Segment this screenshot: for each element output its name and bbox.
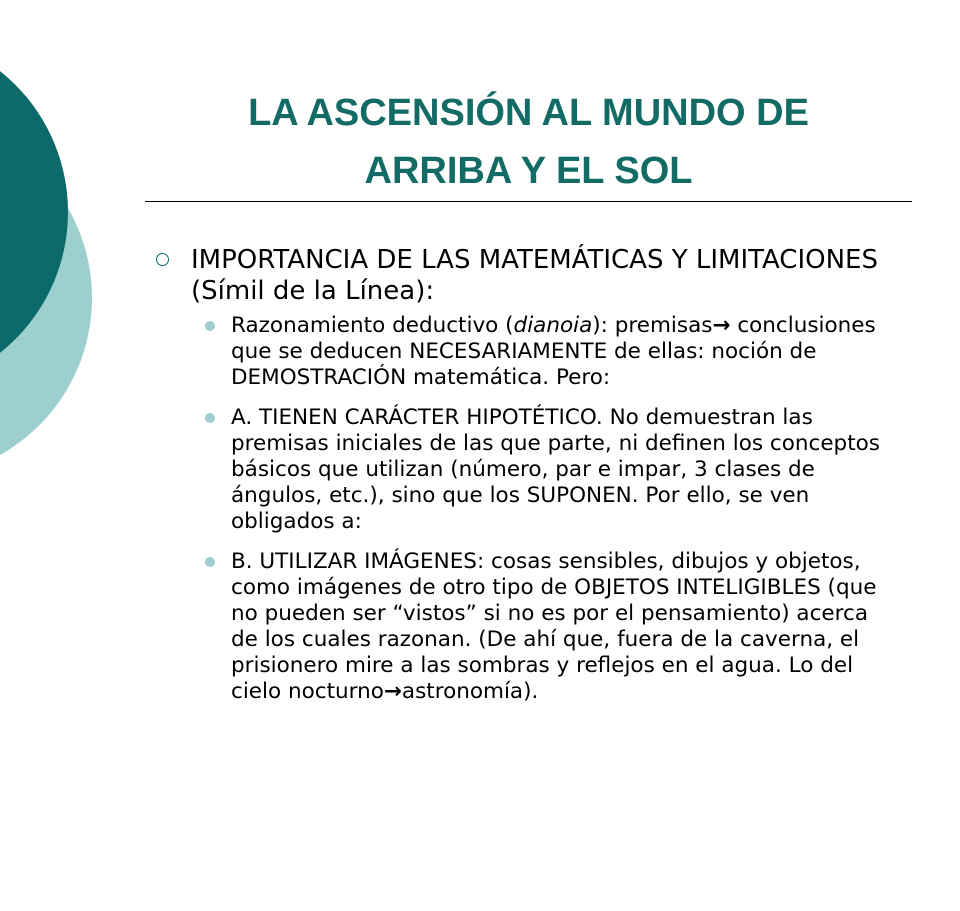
right-arrow-icon: → [712, 313, 731, 338]
decorative-circles [0, 0, 120, 911]
title-line-1: LA ASCENSIÓN AL MUNDO DE [248, 92, 809, 134]
title-line-2: ARRIBA Y EL SOL [364, 150, 693, 192]
sub-point-2 [205, 405, 901, 535]
sub-point-1 [205, 313, 901, 391]
sub-point-3-text-b: astronomía). [401, 679, 539, 704]
slide-title [145, 84, 912, 200]
title-divider [145, 201, 912, 202]
hollow-circle-bullet-icon [156, 253, 169, 266]
main-point-text: IMPORTANCIA DE LAS MATEMÁTICAS Y LIMITACIONES (Símil de la Línea): [191, 245, 878, 306]
sub-point-2-text: A. TIENEN CARÁCTER HIPOTÉTICO. No demuestran las premisas iniciales de las que parte, ni definen los conceptos básicos que utilizan (número, par e impar, 3 clases de ángulos, etc.), sino que los SUPONEN. Por ello, se ven obligados a: [231, 405, 880, 534]
sub-point-1-text-c: conclusiones que se deducen NECESARIAMENTE de ellas: noción de DEMOSTRACIÓN matemática. Pero: [231, 313, 876, 390]
sub-point-1-emphasis: dianoia [513, 313, 593, 338]
dot-bullet-icon [205, 321, 215, 331]
sub-point-list [156, 313, 901, 705]
right-arrow-icon: → [383, 679, 402, 704]
sub-point-1-text-a: Razonamiento deductivo ( [231, 313, 514, 338]
main-point [156, 245, 901, 307]
dot-bullet-icon [205, 413, 215, 423]
sub-point-1-text-b: ): premisas [592, 313, 713, 338]
sub-point-3-text-a: B. UTILIZAR IMÁGENES: cosas sensibles, dibujos y objetos, como imágenes de otro tipo de OBJETOS INTELIGIBLES (que no pueden ser “vistos” si no es por el pensamiento) acerca de los cuales razonan. (De ahí que, fuera de la caverna, el prisionero mire a las sombras y reflejos en el agua. Lo del cielo nocturno [231, 549, 877, 704]
sub-point-3 [205, 549, 901, 705]
dot-bullet-icon [205, 557, 215, 567]
slide-body [156, 245, 901, 719]
